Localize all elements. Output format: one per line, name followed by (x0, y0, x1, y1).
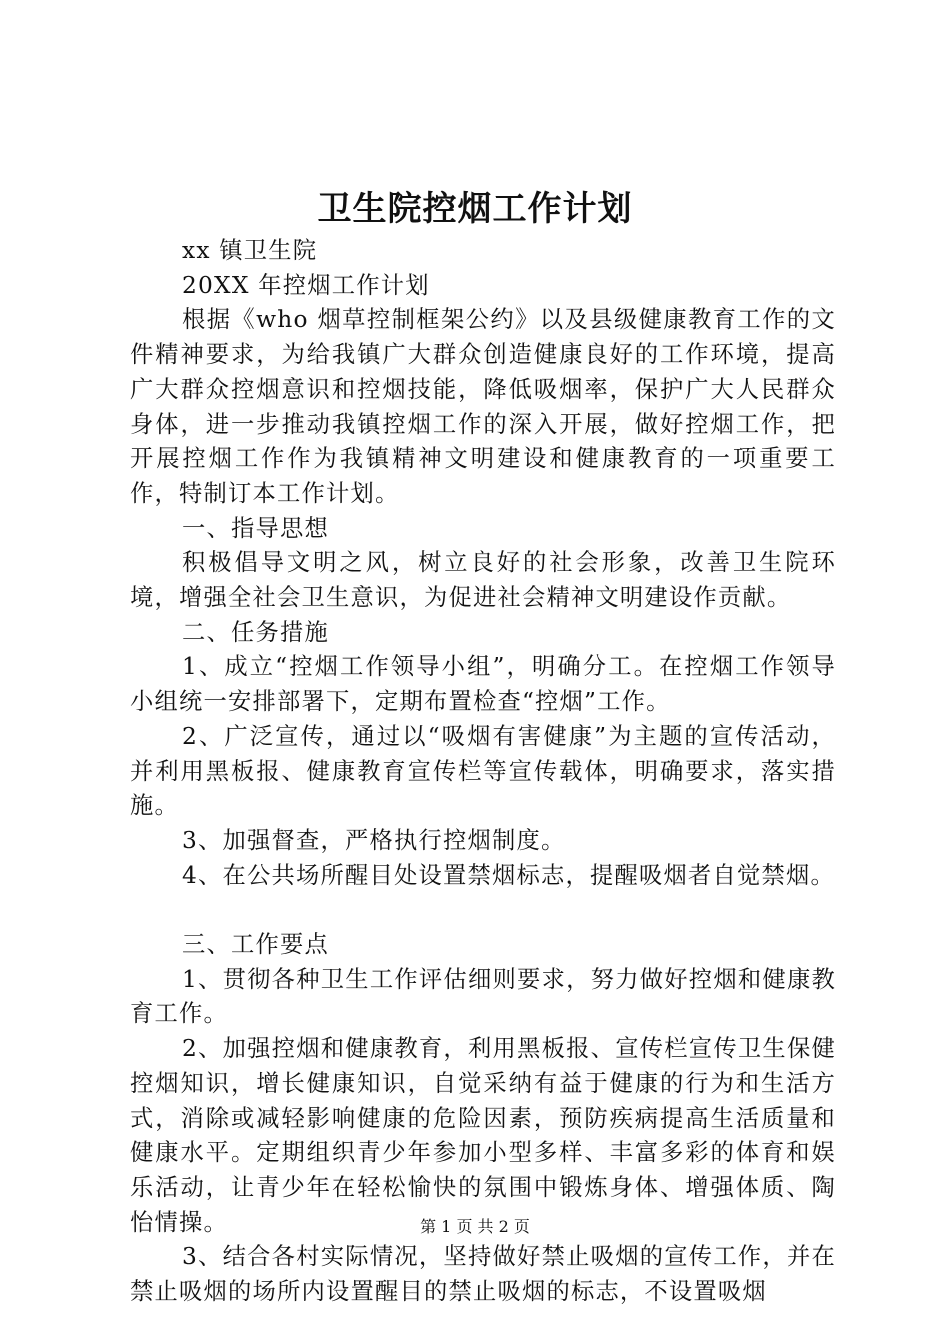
document-body (130, 234, 836, 1310)
guiding-paragraph: 积极倡导文明之风，树立良好的社会形象，改善卫生院环境，增强全社会卫生意识，为促进社会精神文明建设作贡献。 (130, 549, 836, 612)
keypoint-item-1: 1、贯彻各种卫生工作评估细则要求，努力做好控烟和健康教育工作。 (130, 965, 836, 1028)
document-title: 卫生院控烟工作计划 (317, 189, 633, 229)
measure-item-4: 4、在公共场所醒目处设置禁烟标志，提醒吸烟者自觉禁烟。 (182, 861, 835, 889)
hospital-name: xx 镇卫生院 (182, 237, 318, 264)
keypoint-item-3: 3、结合各村实际情况，坚持做好禁止吸烟的宣传工作，并在禁止吸烟的场所内设置醒目的禁止吸烟的标志，不设置吸烟 (130, 1243, 836, 1306)
section-heading-1: 一、指导思想 (182, 514, 329, 542)
section-heading-3: 三、工作要点 (182, 931, 329, 959)
page-footer: 第 1 页 共 2 页 (420, 1217, 530, 1236)
measure-item-3: 3、加强督查，严格执行控烟制度。 (182, 826, 566, 854)
measure-item-2: 2、广泛宣传，通过以“吸烟有害健康”为主题的宣传活动，并利用黑板报、健康教育宣传栏等宣传载体，明确要求，落实措施。 (130, 722, 836, 820)
plan-subtitle: 20XX 年控烟工作计划 (182, 271, 430, 299)
blank-line (130, 893, 836, 928)
section-heading-2: 二、任务措施 (182, 618, 329, 646)
intro-paragraph: 根据《who 烟草控制框架公约》以及县级健康教育工作的文件精神要求，为给我镇广大群众创造健康良好的工作环境，提高广大群众控烟意识和控烟技能，降低吸烟率，保护广大人民群众身体，进一步推动我镇控烟工作的深入开展，做好控烟工作，把开展控烟工作作为我镇精神文明建设和健康教育的一项重要工作，特制订本工作计划。 (130, 306, 836, 507)
measure-item-1: 1、成立“控烟工作领导小组”，明确分工。在控烟工作领导小组统一安排部署下，定期布置检查“控烟”工作。 (130, 653, 836, 716)
keypoint-item-2: 2、加强控烟和健康教育，利用黑板报、宣传栏宣传卫生保健控烟知识，增长健康知识，自觉采纳有益于健康的行为和生活方式，消除或减轻影响健康的危险因素，预防疾病提高生活质量和健康水平。定期组织青少年参加小型多样、丰富多彩的体育和娱乐活动，让青少年在轻松愉快的氛围中锻炼身体、增强体质、陶怡情操。 (130, 1035, 836, 1236)
